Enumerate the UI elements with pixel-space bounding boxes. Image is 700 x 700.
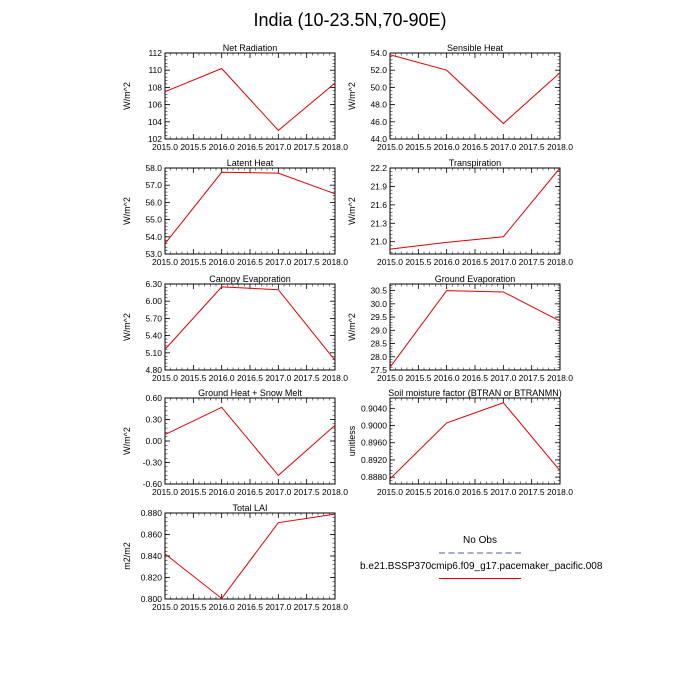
panel-title: Sensible Heat [446, 43, 504, 53]
series-line [165, 172, 335, 243]
y-tick-label: 55.0 [145, 214, 162, 225]
x-tick-label: 2018.0 [322, 257, 348, 267]
y-tick-label: 0.30 [145, 414, 162, 425]
y-tick-label: 106 [147, 99, 162, 110]
y-tick-label: 0.840 [140, 551, 162, 561]
y-tick-label: 0.8960 [361, 437, 387, 448]
y-tick-label: 54.0 [370, 48, 387, 58]
y-tick-label: -0.60 [142, 479, 162, 489]
y-tick-label: 30.0 [370, 298, 387, 309]
x-tick-label: 2017.0 [265, 487, 292, 497]
series-line [390, 291, 560, 368]
panel-title: Ground Heat + Snow Melt [198, 388, 302, 398]
panel-8 [347, 388, 573, 497]
x-tick-label: 2015.5 [180, 373, 207, 383]
x-tick-label: 2015.0 [377, 142, 403, 152]
y-tick-label: 5.10 [145, 347, 162, 358]
panel-5 [122, 274, 348, 383]
series-line [390, 403, 560, 479]
y-tick-label: 0.8880 [361, 472, 387, 483]
panel-frame [390, 284, 560, 370]
x-tick-label: 2015.5 [180, 257, 207, 267]
x-tick-label: 2016.5 [237, 373, 263, 383]
panel-9 [122, 503, 348, 612]
y-tick-label: 21.0 [370, 236, 387, 247]
y-axis-label: unitless [347, 425, 357, 457]
y-tick-label: 0.880 [140, 508, 162, 518]
y-tick-label: -0.30 [142, 457, 162, 468]
y-tick-label: 0.800 [140, 594, 162, 604]
x-tick-label: 2015.5 [180, 602, 207, 612]
x-tick-label: 2018.0 [322, 142, 348, 152]
y-axis-label: m2/m2 [122, 542, 132, 570]
x-tick-label: 2016.0 [208, 373, 235, 383]
panel-title: Ground Evaporation [434, 274, 516, 284]
x-tick-label: 2017.0 [490, 257, 517, 267]
x-tick-label: 2015.0 [377, 373, 403, 383]
series-line [165, 514, 335, 598]
y-axis-label: W/m^2 [122, 82, 132, 110]
x-tick-label: 2017.5 [293, 257, 320, 267]
x-tick-label: 2018.0 [322, 373, 348, 383]
panel-title: Net Radiation [222, 43, 278, 53]
y-tick-label: 0.9000 [361, 420, 387, 431]
y-axis-label: W/m^2 [122, 427, 132, 455]
panel-2 [347, 43, 573, 152]
x-tick-label: 2018.0 [547, 142, 573, 152]
x-tick-label: 2015.5 [405, 257, 432, 267]
x-tick-label: 2017.5 [293, 373, 320, 383]
y-tick-label: 21.3 [370, 218, 387, 229]
y-axis-label: W/m^2 [347, 197, 357, 225]
y-tick-label: 28.5 [370, 338, 387, 349]
legend-model-label: b.e21.BSSP370cmip6.f09_g17.pacemaker_pacific.008 [360, 561, 603, 572]
y-tick-label: 52.0 [370, 65, 387, 76]
series-line [390, 168, 560, 249]
x-tick-label: 2015.0 [152, 257, 178, 267]
panel-6 [347, 274, 573, 383]
x-tick-label: 2016.5 [462, 142, 488, 152]
panel-3 [122, 158, 348, 267]
y-tick-label: 29.0 [370, 325, 387, 336]
y-axis-label: W/m^2 [122, 197, 132, 225]
y-tick-label: 28.0 [370, 351, 387, 362]
y-tick-label: 112 [148, 48, 162, 58]
x-tick-label: 2017.0 [490, 373, 517, 383]
y-axis-label: W/m^2 [347, 82, 357, 110]
panel-title: Total LAI [232, 503, 268, 513]
x-tick-label: 2017.5 [293, 487, 320, 497]
x-tick-label: 2017.0 [265, 257, 292, 267]
series-line [165, 407, 335, 475]
x-tick-label: 2017.0 [265, 602, 292, 612]
y-tick-label: 57.0 [145, 180, 162, 191]
y-tick-label: 56.0 [145, 197, 162, 208]
x-tick-label: 2018.0 [547, 487, 573, 497]
legend-model-line [439, 578, 521, 579]
y-tick-label: 21.6 [370, 199, 387, 210]
x-tick-label: 2018.0 [547, 257, 573, 267]
series-line [165, 287, 335, 360]
y-tick-label: 0.820 [140, 572, 162, 583]
x-tick-label: 2015.0 [377, 257, 403, 267]
panel-title: Latent Heat [226, 158, 274, 168]
figure-title: India (10-23.5N,70-90E) [253, 10, 447, 30]
x-tick-label: 2015.5 [180, 142, 207, 152]
y-tick-label: 6.30 [145, 279, 162, 289]
x-tick-label: 2016.5 [462, 373, 488, 383]
panel-frame [390, 168, 560, 254]
x-tick-label: 2017.5 [518, 257, 545, 267]
x-tick-label: 2016.5 [237, 487, 263, 497]
x-tick-label: 2016.0 [208, 487, 235, 497]
y-tick-label: 48.0 [370, 99, 387, 110]
y-tick-label: 0.60 [145, 393, 162, 403]
panel-title: Canopy Evaporation [209, 274, 291, 284]
x-tick-label: 2015.0 [152, 373, 178, 383]
x-tick-label: 2017.0 [265, 142, 292, 152]
x-tick-label: 2018.0 [322, 487, 348, 497]
y-tick-label: 22.2 [370, 163, 387, 173]
x-tick-label: 2016.5 [462, 487, 488, 497]
x-tick-label: 2017.0 [265, 373, 292, 383]
panel-title: Transpiration [448, 158, 502, 168]
y-tick-label: 0.9040 [361, 403, 387, 414]
panel-4 [347, 158, 573, 267]
y-tick-label: 104 [147, 116, 162, 127]
y-axis-label: W/m^2 [347, 313, 357, 341]
legend-obs-label: No Obs [463, 535, 497, 546]
x-tick-label: 2015.5 [405, 487, 432, 497]
x-tick-label: 2017.5 [518, 487, 545, 497]
x-tick-label: 2015.0 [377, 487, 403, 497]
x-tick-label: 2016.0 [433, 373, 460, 383]
legend [360, 534, 603, 579]
x-tick-label: 2017.5 [518, 373, 545, 383]
y-tick-label: 53.0 [145, 249, 162, 259]
y-tick-label: 30.5 [370, 285, 387, 296]
y-tick-label: 6.00 [145, 296, 162, 307]
x-tick-label: 2017.5 [518, 142, 545, 152]
y-tick-label: 4.80 [145, 365, 162, 375]
panel-frame [165, 53, 335, 139]
x-tick-label: 2017.0 [490, 487, 517, 497]
x-tick-label: 2016.5 [237, 142, 263, 152]
y-tick-label: 44.0 [370, 134, 387, 144]
x-tick-label: 2016.0 [208, 142, 235, 152]
x-tick-label: 2016.5 [237, 602, 263, 612]
x-tick-label: 2016.5 [462, 257, 488, 267]
x-tick-label: 2015.5 [405, 373, 432, 383]
y-tick-label: 110 [148, 65, 162, 76]
y-tick-label: 27.5 [370, 365, 387, 375]
x-tick-label: 2016.0 [433, 487, 460, 497]
panel-frame [165, 284, 335, 370]
y-tick-label: 5.40 [145, 330, 162, 341]
y-axis-label: W/m^2 [122, 313, 132, 341]
x-tick-label: 2015.5 [180, 487, 207, 497]
x-tick-label: 2017.5 [293, 602, 320, 612]
x-tick-label: 2015.5 [405, 142, 432, 152]
x-tick-label: 2016.0 [433, 142, 460, 152]
y-tick-label: 102 [147, 134, 162, 144]
y-tick-label: 0.8920 [361, 454, 387, 465]
legend-obs-line [439, 552, 521, 554]
panel-7 [122, 388, 348, 497]
panel-frame [390, 398, 560, 484]
y-tick-label: 0.00 [145, 436, 162, 446]
y-tick-label: 54.0 [145, 231, 162, 242]
x-tick-label: 2016.0 [208, 602, 235, 612]
x-tick-label: 2016.0 [208, 257, 235, 267]
x-tick-label: 2017.5 [293, 142, 320, 152]
y-tick-label: 108 [147, 82, 162, 93]
y-tick-label: 50.0 [370, 82, 387, 93]
series-line [390, 55, 560, 124]
panel-title: Soil moisture factor (BTRAN or BTRANMN) [388, 388, 562, 398]
x-tick-label: 2016.0 [433, 257, 460, 267]
y-tick-label: 29.5 [370, 312, 387, 323]
x-tick-label: 2018.0 [547, 373, 573, 383]
y-tick-label: 58.0 [145, 163, 162, 173]
y-tick-label: 21.9 [370, 181, 387, 192]
y-tick-label: 46.0 [370, 116, 387, 127]
series-line [165, 68, 335, 130]
x-tick-label: 2015.0 [152, 487, 178, 497]
panel-1 [122, 43, 348, 152]
x-tick-label: 2016.5 [237, 257, 263, 267]
y-tick-label: 5.70 [145, 313, 162, 324]
y-tick-label: 0.860 [140, 529, 162, 540]
x-tick-label: 2015.0 [152, 602, 178, 612]
x-tick-label: 2015.0 [152, 142, 178, 152]
panel-frame [165, 513, 335, 599]
x-tick-label: 2017.0 [490, 142, 517, 152]
x-tick-label: 2018.0 [322, 602, 348, 612]
